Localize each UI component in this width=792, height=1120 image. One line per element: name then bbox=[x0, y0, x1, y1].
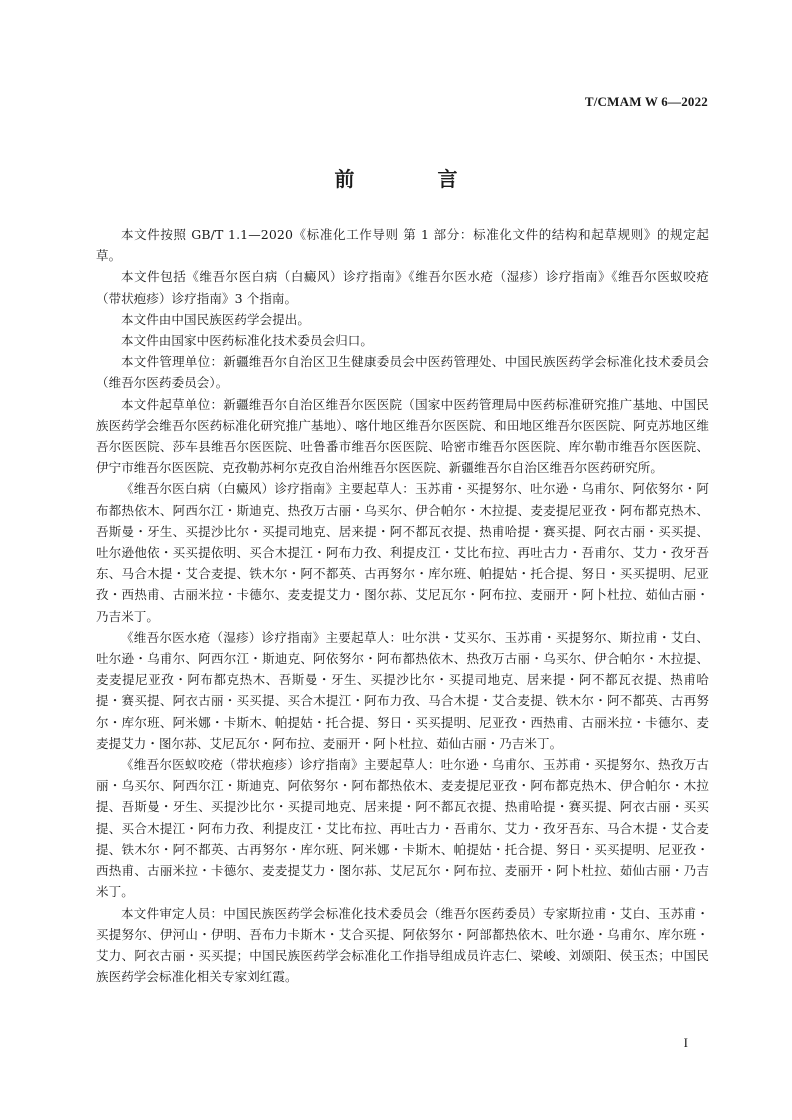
paragraph-herpes-zoster-drafters: 《维吾尔医蚁咬疮（带状疱疹）诊疗指南》主要起草人：吐尔逊・乌甫尔、玉苏甫・买提努尔、热孜万古丽・乌买尔、阿西尔江・斯迪克、阿依努尔・阿布都热依木、麦麦提尼亚孜・阿布都克热木、伊合帕尔・木拉提、吾斯曼・牙生、买提沙比尔・买提司地克、居来提・阿不都瓦衣提、热甫哈提・赛买提、阿衣古丽・买买提、买合木提江・阿布力孜、利提皮江・艾比布拉、再吐古力・吾甫尔、艾力・孜牙吾东、马合木提・艾合麦提、铁木尔・阿不都英、古再努尔・库尔班、阿米娜・卡斯木、帕提姑・托合提、努日・买买提明、尼亚孜・西热甫、古丽米拉・卡德尔、麦麦提艾力・图尔荪、艾尼瓦尔・阿布拉、麦丽开・阿卜杜拉、茹仙古丽・乃吉米丁。 bbox=[96, 757, 709, 900]
paragraph-proposer: 本文件由中国民族医药学会提出。 bbox=[121, 311, 311, 327]
paragraph-centralized-by: 本文件由国家中医药标准化技术委员会归口。 bbox=[121, 333, 374, 349]
paragraph-scope: 本文件包括《维吾尔医白病（白癜风）诊疗指南》《维吾尔医水疮（湿疹）诊疗指南》《维吾尔医蚁咬疮（带状疱疹）诊疗指南》3 个指南。 bbox=[96, 269, 709, 306]
paragraph-drafting-rules: 本文件按照 GB/T 1.1—2020《标准化工作导则 第 1 部分：标准化文件的结构和起草规则》的规定起草。 bbox=[96, 227, 709, 264]
paragraph-eczema-drafters: 《维吾尔医水疮（湿疹）诊疗指南》主要起草人：吐尔洪・艾买尔、玉苏甫・买提努尔、斯拉甫・艾白、吐尔逊・乌甫尔、阿西尔江・斯迪克、阿依努尔・阿布都热依木、热孜万古丽・乌买尔、伊合帕尔・木拉提、麦麦提尼亚孜・阿布都克热木、吾斯曼・牙生、买提沙比尔・买提司地克、居来提・阿不都瓦衣提、热甫哈提・赛买提、阿衣古丽・买买提、买合木提江・阿布力孜、马合木提・艾合麦提、铁木尔・阿不都英、古再努尔・库尔班、阿米娜・卡斯木、帕提姑・托合提、努日・买买提明、尼亚孜・西热甫、古丽米拉・卡德尔、麦麦提艾力・图尔荪、艾尼瓦尔・阿布拉、麦丽开・阿卜杜拉、茹仙古丽・乃吉米丁。 bbox=[96, 629, 709, 751]
paragraph-reviewers: 本文件审定人员：中国民族医药学会标准化技术委员会（维吾尔医药委员）专家斯拉甫・艾白、玉苏甫・买提努尔、伊河山・伊明、吾布力卡斯木・艾合买提、阿依努尔・阿部都热依木、吐尔逊・乌甫尔、库尔班・艾力、阿衣古丽・买买提；中国民族医药学会标准化工作指导组成员许志仁、梁峻、刘颂阳、侯玉杰；中国民族医药学会标准化相关专家刘红霞。 bbox=[96, 905, 709, 985]
foreword-body bbox=[96, 224, 709, 987]
paragraph-drafting-units: 本文件起草单位：新疆维吾尔自治区维吾尔医医院（国家中医药管理局中医药标准研究推广基地、中国民族医药学会维吾尔医药标准化研究推广基地）、喀什地区维吾尔医医院、和田地区维吾尔医医院、阿克苏地区维吾尔医医院、莎车县维吾尔医医院、吐鲁番市维吾尔医医院、哈密市维吾尔医医院、库尔勒市维吾尔医医院、伊宁市维吾尔医医院、克孜勒苏柯尔克孜自治州维吾尔医医院、新疆维吾尔自治区维吾尔医药研究所。 bbox=[96, 396, 709, 476]
paragraph-vitiligo-drafters: 《维吾尔医白病（白癜风）诊疗指南》主要起草人：玉苏甫・买提努尔、吐尔逊・乌甫尔、阿依努尔・阿布都热依木、阿西尔江・斯迪克、热孜万古丽・乌买尔、伊合帕尔・木拉提、麦麦提尼亚孜・阿布都克热木、吾斯曼・牙生、买提沙比尔・买提司地克、居来提・阿不都瓦衣提、热甫哈提・赛买提、阿衣古丽・买买提、吐尔逊他依・买买提依明、买合木提江・阿布力孜、利提皮江・艾比布拉、再吐古力・吾甫尔、艾力・孜牙吾东、马合木提・艾合麦提、铁木尔・阿不都英、古再努尔・库尔班、帕提姑・托合提、努日・买买提明、尼亚孜・西热甫、古丽米拉・卡德尔、麦麦提艾力・图尔荪、艾尼瓦尔・阿布拉、麦丽开・阿卜杜拉、茹仙古丽・乃吉米丁。 bbox=[96, 481, 709, 624]
paragraph-management-unit: 本文件管理单位：新疆维吾尔自治区卫生健康委员会中医药管理处、中国民族医药学会标准化技术委员会（维吾尔医药委员会）。 bbox=[96, 354, 709, 391]
standard-code: T/CMAM W 6—2022 bbox=[584, 94, 708, 109]
page-title: 前 言 bbox=[334, 167, 496, 191]
page-number: I bbox=[683, 1035, 688, 1050]
